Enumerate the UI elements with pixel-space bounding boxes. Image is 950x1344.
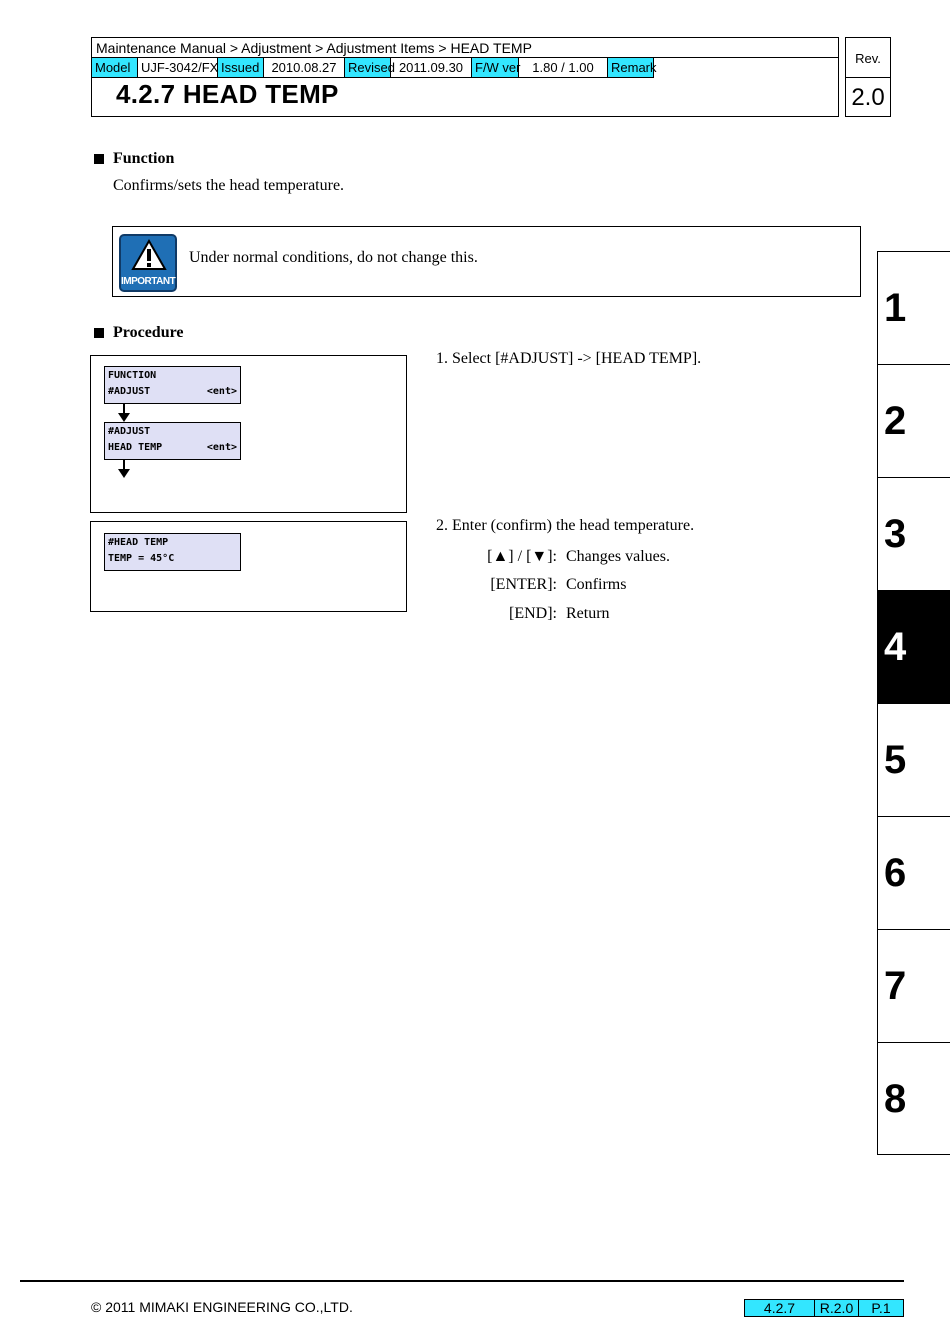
function-heading [94,150,174,168]
document-header [91,37,839,117]
revision-value: 2.0 [851,84,885,111]
lcd-display-head-temp [104,533,241,571]
lcd-display-function [104,366,241,404]
copyright-text: © 2011 MIMAKI ENGINEERING CO.,LTD. [91,1299,353,1315]
page-number: P.1 [871,1300,891,1316]
procedure-heading [94,324,184,342]
important-warning-icon [119,234,177,292]
revision-label: Rev. [846,38,890,78]
important-text: Under normal conditions, do not change this. [189,249,478,266]
footer-divider [20,1280,904,1282]
key-end: [END]: [509,605,557,622]
key-enter: [ENTER]: [490,576,557,593]
fw-version-value: 1.80 / 1.00 [519,58,608,78]
issued-label: Issued [218,58,264,78]
key-row-end [435,605,610,623]
revision-number: R.2.0 [815,1300,859,1316]
lcd-temperature-value: TEMP = 45°C [108,553,175,564]
key-row-up-down [435,548,670,566]
key-up-down: [▲] / [▼]: [487,548,557,565]
model-value: UJF-3042/FX [138,58,218,78]
chapter-tab-4[interactable]: 4 [877,590,950,703]
key-description: Return [566,605,610,622]
function-description: Confirms/sets the head temperature. [113,177,345,194]
important-note [112,226,861,297]
function-heading-label: Function [113,150,175,167]
lcd-display-adjust [104,422,241,460]
key-description: Changes values. [566,548,670,565]
lcd-line: FUNCTION [108,370,157,381]
lcd-line: HEAD TEMP [108,442,163,453]
chapter-tab-2[interactable]: 2 [877,364,950,477]
lcd-enter-hint: <ent> [206,442,237,453]
remark-label: Remark [608,58,654,78]
page-reference [744,1299,904,1317]
lcd-line: #HEAD TEMP [108,537,169,548]
page-title: 4.2.7 HEAD TEMP [116,79,339,109]
revision-box [845,37,891,117]
procedure-heading-label: Procedure [113,324,184,341]
down-arrow-icon [117,460,131,478]
key-row-enter [435,576,626,594]
chapter-tab-1[interactable]: 1 [877,251,950,364]
down-arrow-icon [117,404,131,422]
chapter-tab-8[interactable]: 8 [877,1042,950,1155]
lcd-line: #ADJUST [108,386,151,397]
warning-triangle-icon [131,239,167,271]
chapter-tab-3[interactable]: 3 [877,477,950,590]
fw-version-label: F/W ver [472,58,519,78]
revised-label: Revised [345,58,391,78]
key-description: Confirms [566,576,627,593]
chapter-tab-6[interactable]: 6 [877,816,950,929]
issued-value: 2010.08.27 [264,58,345,78]
revised-value: 2011.09.30 [391,58,472,78]
step-1-text: 1. Select [#ADJUST] -> [HEAD TEMP]. [436,350,702,367]
breadcrumb: Maintenance Manual > Adjustment > Adjustment Items > HEAD TEMP [92,38,838,58]
chapter-tab-7[interactable]: 7 [877,929,950,1042]
important-icon-label: IMPORTANT [121,276,176,287]
metadata-row [92,58,657,78]
chapter-tab-5[interactable]: 5 [877,703,950,816]
step-2-text: 2. Enter (confirm) the head temperature. [436,517,695,534]
lcd-enter-hint: <ent> [206,386,237,397]
bullet-square-icon [94,328,104,338]
bullet-square-icon [94,154,104,164]
section-number: 4.2.7 [745,1300,815,1316]
model-label: Model [92,58,138,78]
lcd-line: #ADJUST [108,426,151,437]
